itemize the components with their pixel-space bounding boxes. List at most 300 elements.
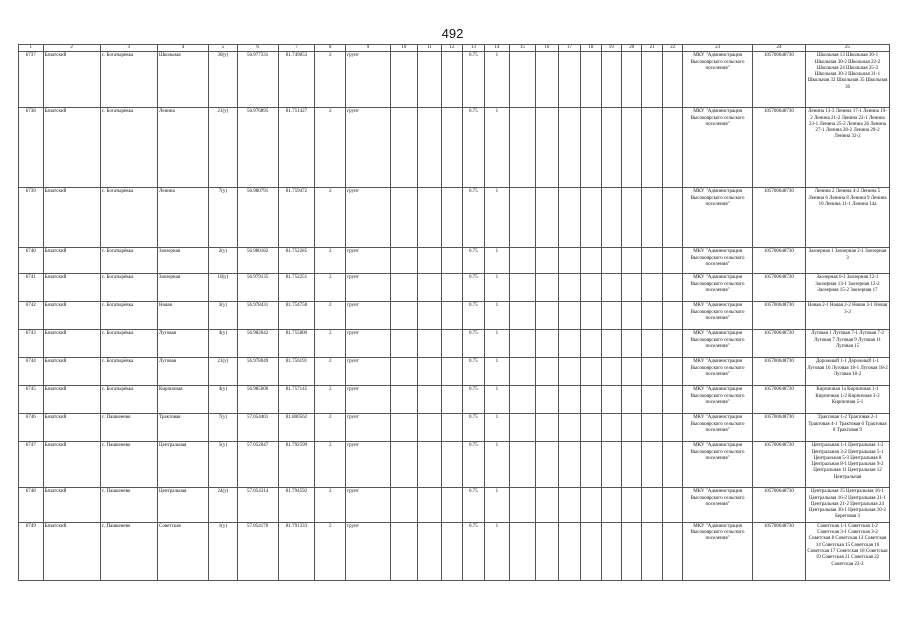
area-cell: 0.75 <box>462 386 484 414</box>
empty-cell <box>417 302 442 330</box>
empty-cell <box>417 442 442 488</box>
column-header: 1 <box>19 45 44 52</box>
district-cell: Бачатский <box>43 330 100 358</box>
empty-cell <box>662 302 682 330</box>
quantity-cell: 1 <box>485 358 510 386</box>
table-row <box>19 358 890 386</box>
empty-cell <box>391 248 418 274</box>
empty-cell <box>558 188 580 248</box>
empty-cell <box>601 414 621 442</box>
house-cell: 7(у) <box>209 414 238 442</box>
longitude-cell: 81.792599 <box>278 442 315 488</box>
empty-cell <box>417 358 442 386</box>
empty-cell <box>391 274 418 302</box>
settlement-cell: с. Пашкенево <box>100 488 157 522</box>
empty-cell <box>581 414 601 442</box>
empty-cell <box>558 302 580 330</box>
house-cell: 5(у) <box>209 442 238 488</box>
quantity-cell: 1 <box>485 330 510 358</box>
latitude-cell: 56.980791 <box>237 188 278 248</box>
column-header: 22 <box>662 45 682 52</box>
empty-cell <box>417 248 442 274</box>
district-cell: Бачатский <box>43 108 100 188</box>
settlement-cell: с. Богатырёвка <box>100 52 157 108</box>
street-cell: Заозерная <box>158 248 209 274</box>
empty-cell <box>536 302 558 330</box>
addresses-cell: Школьная 13 Школьная 30-1 Школьная 30-2 Школьная 22-2 Школьная 24 Школьная 25-2 Школьная 30-3 Школьная 31-1 Школьная 32 Школьная 35 Школьная 36 <box>806 52 890 108</box>
count-cell: 2 <box>315 358 346 386</box>
house-cell: 21(у) <box>209 108 238 188</box>
area-cell: 0.75 <box>462 414 484 442</box>
surface-cell: грунт <box>346 414 391 442</box>
row-number: 6742 <box>19 302 44 330</box>
empty-cell <box>642 274 662 302</box>
district-cell: Бачатский <box>43 358 100 386</box>
addresses-cell: Советская 1-1 Советская 1-2 Советская 3-1 Советская 3-2 Советская 8 Советская 12 Советская 14 Советская 15 Советская 16 Советская 17 Советская 18 Советская 19 Советская 21 Советская 22 Советская 23-2 <box>806 522 890 580</box>
street-cell: Школьная <box>158 52 209 108</box>
empty-cell <box>581 522 601 580</box>
empty-cell <box>662 52 682 108</box>
latitude-cell: 56.985006 <box>237 386 278 414</box>
empty-cell <box>642 248 662 274</box>
empty-cell <box>581 386 601 414</box>
empty-cell <box>642 330 662 358</box>
empty-cell <box>601 386 621 414</box>
count-cell: 2 <box>315 52 346 108</box>
table-row <box>19 488 890 522</box>
owner-cell: МКУ "Администрация Высокоярского сельского поселения" <box>683 330 753 358</box>
empty-cell <box>581 188 601 248</box>
house-cell: 2(у) <box>209 248 238 274</box>
row-number: 6744 <box>19 358 44 386</box>
owner-cell: МКУ "Администрация Высокоярского сельского поселения" <box>683 302 753 330</box>
latitude-cell: 56.982642 <box>237 330 278 358</box>
area-cell: 0.75 <box>462 302 484 330</box>
empty-cell <box>558 386 580 414</box>
owner-cell: МКУ "Администрация Высокоярского сельского поселения" <box>683 522 753 580</box>
surface-cell: грунт <box>346 108 391 188</box>
house-cell: 10(у) <box>209 274 238 302</box>
empty-cell <box>509 188 536 248</box>
empty-cell <box>601 302 621 330</box>
empty-cell <box>622 330 642 358</box>
empty-cell <box>558 52 580 108</box>
empty-cell <box>662 386 682 414</box>
empty-cell <box>601 108 621 188</box>
addresses-cell: Новая 2-1 Новая 2-2 Новая 3-1 Новая 3-2 <box>806 302 890 330</box>
table-row <box>19 522 890 580</box>
empty-cell <box>536 188 558 248</box>
surface-cell: грунт <box>346 302 391 330</box>
district-cell: Бачатский <box>43 274 100 302</box>
empty-cell <box>442 330 462 358</box>
empty-cell <box>536 386 558 414</box>
street-cell: Заозерная <box>158 274 209 302</box>
longitude-cell: 81.757145 <box>278 386 315 414</box>
empty-cell <box>601 488 621 522</box>
surface-cell: грунт <box>346 248 391 274</box>
empty-cell <box>417 108 442 188</box>
surface-cell: грунт <box>346 358 391 386</box>
inn-cell: 105700648730 <box>752 330 805 358</box>
empty-cell <box>509 330 536 358</box>
street-cell: Трактовая <box>158 414 209 442</box>
count-cell: 2 <box>315 274 346 302</box>
street-cell: Новая <box>158 302 209 330</box>
empty-cell <box>601 274 621 302</box>
empty-cell <box>581 52 601 108</box>
column-header: 16 <box>536 45 558 52</box>
empty-cell <box>391 330 418 358</box>
inn-cell: 105700648730 <box>752 52 805 108</box>
settlement-cell: с. Богатырёвка <box>100 108 157 188</box>
street-cell: Центральная <box>158 442 209 488</box>
empty-cell <box>601 442 621 488</box>
empty-cell <box>622 442 642 488</box>
street-cell: Луговая <box>158 330 209 358</box>
empty-cell <box>601 188 621 248</box>
surface-cell: грунт <box>346 442 391 488</box>
count-cell: 2 <box>315 302 346 330</box>
addresses-cell: Луговая 1 Луговая 7-1 Луговая 7-2 Луговая 7 Луговая 9 Луговая 11 Луговая 15 <box>806 330 890 358</box>
empty-cell <box>509 274 536 302</box>
longitude-cell: 81.800562 <box>278 414 315 442</box>
column-header: 12 <box>442 45 462 52</box>
empty-cell <box>417 522 442 580</box>
owner-cell: МКУ "Администрация Высокоярского сельского поселения" <box>683 386 753 414</box>
settlement-cell: с. Пашкенево <box>100 414 157 442</box>
surface-cell: грунт <box>346 52 391 108</box>
table-row <box>19 52 890 108</box>
table-row <box>19 442 890 488</box>
street-cell: Центральная <box>158 488 209 522</box>
empty-cell <box>662 522 682 580</box>
empty-cell <box>417 414 442 442</box>
inn-cell: 105700648730 <box>752 488 805 522</box>
empty-cell <box>558 414 580 442</box>
street-cell: Ленина <box>158 108 209 188</box>
area-cell: 0.75 <box>462 248 484 274</box>
empty-cell <box>662 188 682 248</box>
latitude-cell: 56.979135 <box>237 274 278 302</box>
latitude-cell: 56.980182 <box>237 248 278 274</box>
house-cell: 21(у) <box>209 358 238 386</box>
column-header: 19 <box>601 45 621 52</box>
table-row <box>19 302 890 330</box>
area-cell: 0.75 <box>462 488 484 522</box>
owner-cell: МКУ "Администрация Высокоярского сельского поселения" <box>683 442 753 488</box>
empty-cell <box>391 52 418 108</box>
empty-cell <box>509 302 536 330</box>
empty-cell <box>558 248 580 274</box>
house-cell: 4(у) <box>209 386 238 414</box>
empty-cell <box>536 274 558 302</box>
empty-cell <box>442 108 462 188</box>
empty-cell <box>642 188 662 248</box>
surface-cell: грунт <box>346 386 391 414</box>
settlement-cell: с. Богатырёвка <box>100 302 157 330</box>
empty-cell <box>536 488 558 522</box>
column-header: 5 <box>209 45 238 52</box>
row-number: 6745 <box>19 386 44 414</box>
inn-cell: 105700648730 <box>752 358 805 386</box>
empty-cell <box>622 108 642 188</box>
longitude-cell: 81.751427 <box>278 108 315 188</box>
street-cell: Ленина <box>158 188 209 248</box>
empty-cell <box>509 52 536 108</box>
table-row <box>19 248 890 274</box>
surface-cell: грунт <box>346 188 391 248</box>
column-header: 6 <box>237 45 278 52</box>
addresses-cell: Ленина 2 Ленина 4-2 Ленина 5 Ленина 6 Ленина 8 Ленина 9 Ленина 10 Ленина 11-1 Ленина 14а <box>806 188 890 248</box>
district-cell: Бачатский <box>43 52 100 108</box>
empty-cell <box>417 330 442 358</box>
empty-cell <box>642 522 662 580</box>
house-cell: 30(у) <box>209 52 238 108</box>
addresses-cell: Центральная 15 Центральная 16-1 Центральная 16-2 Центральная 21-1 Центральная 21-2 Центральная 24 Центральная 30-1 Центральная 30-2 Береговая 3 <box>806 488 890 522</box>
column-header: 7 <box>278 45 315 52</box>
empty-cell <box>662 358 682 386</box>
owner-cell: МКУ "Администрация Высокоярского сельского поселения" <box>683 108 753 188</box>
empty-cell <box>622 52 642 108</box>
empty-cell <box>601 330 621 358</box>
empty-cell <box>417 52 442 108</box>
empty-cell <box>536 414 558 442</box>
empty-cell <box>622 188 642 248</box>
empty-cell <box>509 358 536 386</box>
quantity-cell: 1 <box>485 442 510 488</box>
empty-cell <box>442 358 462 386</box>
empty-cell <box>622 274 642 302</box>
street-cell: Кирпичная <box>158 386 209 414</box>
empty-cell <box>391 442 418 488</box>
house-cell: 24(у) <box>209 488 238 522</box>
house-cell: 1(у) <box>209 522 238 580</box>
empty-cell <box>417 274 442 302</box>
district-cell: Бачатский <box>43 414 100 442</box>
area-cell: 0.75 <box>462 188 484 248</box>
empty-cell <box>581 248 601 274</box>
empty-cell <box>536 108 558 188</box>
empty-cell <box>442 274 462 302</box>
latitude-cell: 56.976895 <box>237 108 278 188</box>
empty-cell <box>536 248 558 274</box>
settlement-cell: с. Богатырёвка <box>100 330 157 358</box>
longitude-cell: 81.752251 <box>278 274 315 302</box>
empty-cell <box>662 442 682 488</box>
count-cell: 2 <box>315 522 346 580</box>
empty-cell <box>417 488 442 522</box>
table-row <box>19 108 890 188</box>
settlement-cell: с. Пашкенево <box>100 522 157 580</box>
settlement-cell: с. Пашкенево <box>100 442 157 488</box>
quantity-cell: 1 <box>485 302 510 330</box>
addresses-cell: Дорожный 1-1 Дорожный 1-1 Луговая 16 Луговая 18-1 Луговая 18-2 Луговая 18-2 <box>806 358 890 386</box>
area-cell: 0.75 <box>462 108 484 188</box>
area-cell: 0.75 <box>462 358 484 386</box>
owner-cell: МКУ "Администрация Высокоярского сельского поселения" <box>683 52 753 108</box>
empty-cell <box>622 302 642 330</box>
empty-cell <box>642 386 662 414</box>
inn-cell: 105700648730 <box>752 386 805 414</box>
empty-cell <box>558 108 580 188</box>
empty-cell <box>622 414 642 442</box>
column-header: 14 <box>485 45 510 52</box>
surface-cell: грунт <box>346 488 391 522</box>
street-cell: Луговая <box>158 358 209 386</box>
empty-cell <box>622 522 642 580</box>
inn-cell: 105700648730 <box>752 108 805 188</box>
empty-cell <box>622 386 642 414</box>
row-number: 6738 <box>19 108 44 188</box>
district-cell: Бачатский <box>43 248 100 274</box>
empty-cell <box>442 386 462 414</box>
empty-cell <box>536 442 558 488</box>
empty-cell <box>442 442 462 488</box>
empty-cell <box>536 522 558 580</box>
empty-cell <box>391 108 418 188</box>
empty-cell <box>509 414 536 442</box>
column-header: 17 <box>558 45 580 52</box>
column-header: 23 <box>683 45 753 52</box>
empty-cell <box>581 274 601 302</box>
row-number: 6748 <box>19 488 44 522</box>
empty-cell <box>558 274 580 302</box>
table-row <box>19 330 890 358</box>
empty-cell <box>509 442 536 488</box>
empty-cell <box>509 522 536 580</box>
empty-cell <box>417 188 442 248</box>
settlement-cell: с. Богатырёвка <box>100 274 157 302</box>
longitude-cell: 81.794592 <box>278 488 315 522</box>
table-row <box>19 188 890 248</box>
empty-cell <box>662 488 682 522</box>
addresses-cell: Заозерная 1 Заозерная 2-1 Заозерная 3 <box>806 248 890 274</box>
district-cell: Бачатский <box>43 302 100 330</box>
empty-cell <box>536 330 558 358</box>
area-cell: 0.75 <box>462 442 484 488</box>
inn-cell: 105700648730 <box>752 248 805 274</box>
empty-cell <box>442 488 462 522</box>
empty-cell <box>662 248 682 274</box>
column-header: 18 <box>581 45 601 52</box>
count-cell: 2 <box>315 386 346 414</box>
settlement-cell: с. Богатырёвка <box>100 386 157 414</box>
district-cell: Бачатский <box>43 522 100 580</box>
row-number: 6739 <box>19 188 44 248</box>
latitude-cell: 57.054314 <box>237 488 278 522</box>
addresses-cell: Ленина 13-3 Ленина 17-1 Ленина 19-2 Ленина 21-2 Ленина 22-1 Ленина 23-1 Ленина 25-2 Ленина 26 Ленина 27-1 Ленина 28-2 Ленина 29-2 Ленина 32-2 <box>806 108 890 188</box>
empty-cell <box>417 386 442 414</box>
empty-cell <box>442 414 462 442</box>
latitude-cell: 56.978049 <box>237 358 278 386</box>
table-row <box>19 386 890 414</box>
quantity-cell: 1 <box>485 188 510 248</box>
page-number: 492 <box>441 26 464 41</box>
addresses-cell: Центральная 1-1 Центральная 1-2 Центральная 3-2 Центральная 5-1 Центральная 5-3 Центральная 8 Центральная 8-1 Центральная 9-2 Центральная 11 Центральная 12 Центральная <box>806 442 890 488</box>
empty-cell <box>391 488 418 522</box>
empty-cell <box>581 302 601 330</box>
column-header: 20 <box>622 45 642 52</box>
longitude-cell: 81.759472 <box>278 188 315 248</box>
empty-cell <box>601 522 621 580</box>
longitude-cell: 81.754758 <box>278 302 315 330</box>
count-cell: 2 <box>315 442 346 488</box>
row-number: 6740 <box>19 248 44 274</box>
empty-cell <box>558 358 580 386</box>
empty-cell <box>642 302 662 330</box>
empty-cell <box>509 248 536 274</box>
inn-cell: 105700648730 <box>752 274 805 302</box>
count-cell: 2 <box>315 488 346 522</box>
empty-cell <box>581 330 601 358</box>
district-cell: Бачатский <box>43 488 100 522</box>
empty-cell <box>442 188 462 248</box>
count-cell: 2 <box>315 188 346 248</box>
surface-cell: грунт <box>346 330 391 358</box>
empty-cell <box>581 442 601 488</box>
empty-cell <box>391 522 418 580</box>
empty-cell <box>581 108 601 188</box>
empty-cell <box>601 248 621 274</box>
quantity-cell: 1 <box>485 52 510 108</box>
empty-cell <box>581 488 601 522</box>
latitude-cell: 57.054401 <box>237 414 278 442</box>
district-cell: Бачатский <box>43 386 100 414</box>
settlement-cell: с. Богатырёвка <box>100 358 157 386</box>
empty-cell <box>642 488 662 522</box>
owner-cell: МКУ "Администрация Высокоярского сельского поселения" <box>683 274 753 302</box>
latitude-cell: 57.052047 <box>237 442 278 488</box>
row-number: 6746 <box>19 414 44 442</box>
owner-cell: МКУ "Администрация Высокоярского сельского поселения" <box>683 414 753 442</box>
column-header: 15 <box>509 45 536 52</box>
empty-cell <box>558 330 580 358</box>
row-number: 6737 <box>19 52 44 108</box>
header-row <box>19 45 890 52</box>
empty-cell <box>662 330 682 358</box>
empty-cell <box>558 522 580 580</box>
count-cell: 2 <box>315 414 346 442</box>
owner-cell: МКУ "Администрация Высокоярского сельского поселения" <box>683 248 753 274</box>
count-cell: 2 <box>315 248 346 274</box>
empty-cell <box>509 386 536 414</box>
longitude-cell: 81.791333 <box>278 522 315 580</box>
latitude-cell: 57.054170 <box>237 522 278 580</box>
quantity-cell: 1 <box>485 414 510 442</box>
empty-cell <box>601 52 621 108</box>
empty-cell <box>536 52 558 108</box>
inn-cell: 105700648730 <box>752 414 805 442</box>
addresses-cell: Заозерная 6-1 Заозерная 12-1 Заозерная 13-1 Заозерная 12-2 Заозерная 15-2 Заозерная 17 <box>806 274 890 302</box>
table-row <box>19 274 890 302</box>
longitude-cell: 81.752285 <box>278 248 315 274</box>
empty-cell <box>622 488 642 522</box>
empty-cell <box>509 488 536 522</box>
row-number: 6741 <box>19 274 44 302</box>
empty-cell <box>642 442 662 488</box>
area-cell: 0.75 <box>462 522 484 580</box>
row-number: 6747 <box>19 442 44 488</box>
column-header: 3 <box>100 45 157 52</box>
empty-cell <box>642 52 662 108</box>
district-cell: Бачатский <box>43 442 100 488</box>
column-header: 2 <box>43 45 100 52</box>
column-header: 24 <box>752 45 805 52</box>
owner-cell: МКУ "Администрация Высокоярского сельского поселения" <box>683 488 753 522</box>
quantity-cell: 1 <box>485 522 510 580</box>
addresses-cell: Трактовая 1-2 Трактовая 2-1 Трактовая 4-1 Трактовая 6 Трактовая 8 Трактовая 9 <box>806 414 890 442</box>
